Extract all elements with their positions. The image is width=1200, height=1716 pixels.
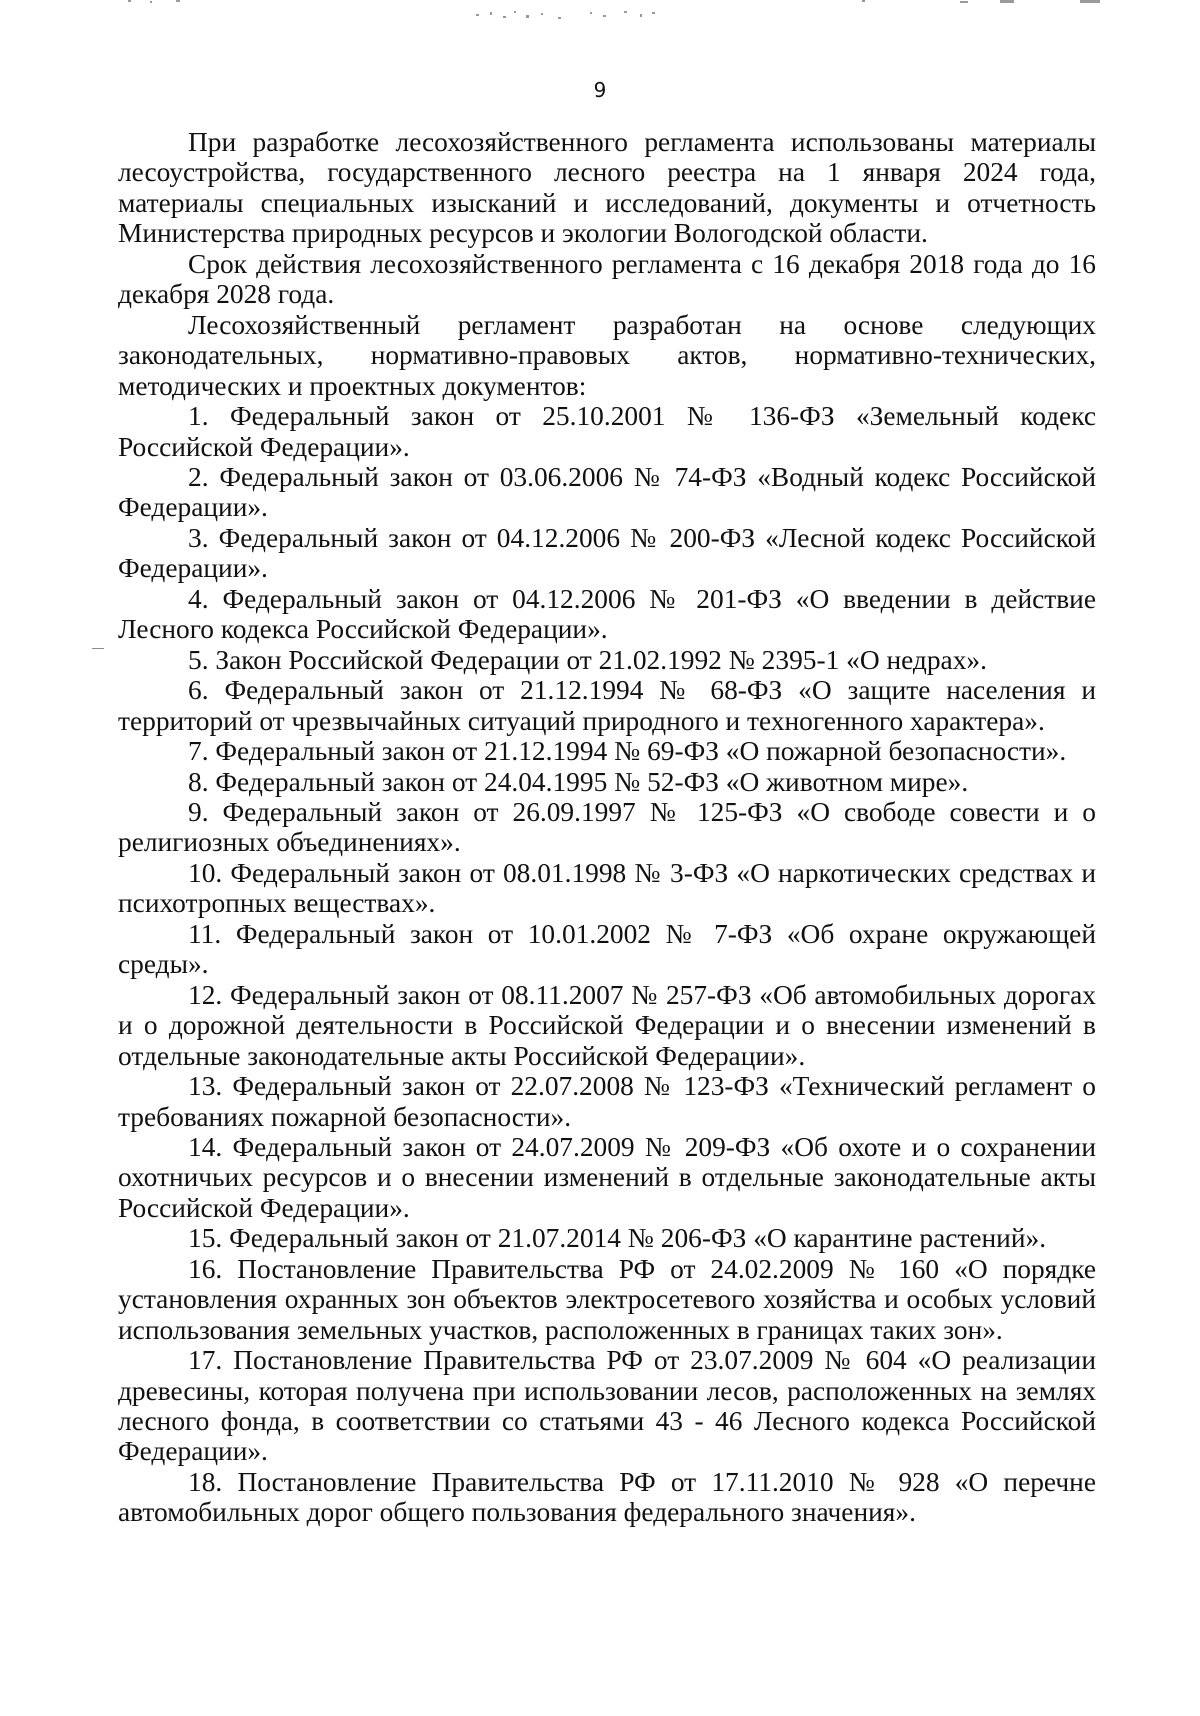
list-item-text: Федеральный закон от 26.09.1997 № 125-ФЗ «О свободе совести и о религиозных объединениях». bbox=[118, 796, 1096, 858]
intro-paragraph-materials: При разработке лесохозяйственного регламента использованы материалы лесоустройства, государственного лесного реестра на 1 января 2024 года, материалы специальных изысканий и исследований, документы и отчетность Министерства природных ресурсов и экологии Вологодской области. bbox=[118, 127, 1096, 249]
list-item-text: Федеральный закон от 10.01.2002 № 7-ФЗ «Об охране окружающей среды». bbox=[118, 918, 1096, 980]
list-item bbox=[118, 858, 1096, 919]
list-item-number: 17. bbox=[188, 1345, 223, 1376]
list-item-text: Постановление Правительства РФ от 17.11.2010 № 928 «О перечне автомобильных дорог общего пользования федерального значения». bbox=[118, 1466, 1096, 1528]
list-item bbox=[118, 980, 1096, 1071]
list-item bbox=[118, 767, 1096, 797]
list-item-text: Федеральный закон от 21.12.1994 № 68-ФЗ «О защите населения и территорий от чрезвычайных ситуаций природного и техногенного характера». bbox=[118, 675, 1096, 736]
list-item bbox=[118, 523, 1096, 584]
scan-noise-marks bbox=[0, 0, 1200, 40]
list-item-text: Федеральный закон от 21.07.2014 № 206-ФЗ «О карантине растений». bbox=[229, 1223, 1047, 1254]
list-item-number: 8. bbox=[188, 766, 209, 797]
list-item-number: 6. bbox=[188, 675, 209, 706]
list-item-text: Федеральный закон от 04.12.2006 № 201-ФЗ «О введении в действие Лесного кодекса Российской Федерации». bbox=[118, 583, 1096, 645]
intro-paragraph-term: Срок действия лесохозяйственного регламента с 16 декабря 2018 года до 16 декабря 2028 года. bbox=[118, 248, 1096, 310]
list-item bbox=[118, 1071, 1096, 1132]
document-body bbox=[118, 127, 1096, 1528]
list-item-text: Федеральный закон от 25.10.2001 № 136-ФЗ «Земельный кодекс Российской Федерации». bbox=[118, 401, 1096, 462]
list-item-text: Постановление Правительства РФ от 24.02.2009 № 160 «О порядке установления охранных зон объектов электросетевого хозяйства и особых условий использования земельных участков, расположенных в границах таких зон». bbox=[118, 1253, 1096, 1345]
list-item bbox=[118, 1223, 1096, 1253]
list-item-text: Федеральный закон от 24.04.1995 № 52-ФЗ «О животном мире». bbox=[215, 766, 969, 797]
list-item-number: 13. bbox=[188, 1071, 223, 1102]
margin-tick-mark bbox=[92, 648, 104, 649]
list-item-number: 3. bbox=[188, 522, 209, 553]
list-item-text: Федеральный закон от 08.01.1998 № 3-ФЗ «О наркотических средствах и психотропных веществах». bbox=[118, 857, 1096, 919]
list-item bbox=[118, 401, 1096, 462]
list-item-text: Закон Российской Федерации от 21.02.1992 № 2395-1 «О недрах». bbox=[215, 644, 987, 675]
list-item bbox=[118, 645, 1096, 675]
page-number: 9 bbox=[593, 78, 607, 102]
list-item-number: 10. bbox=[188, 857, 223, 888]
list-item-number: 1. bbox=[188, 401, 209, 432]
list-item-number: 4. bbox=[188, 583, 209, 614]
list-item bbox=[118, 1132, 1096, 1223]
list-item-number: 9. bbox=[188, 796, 209, 827]
list-item bbox=[118, 797, 1096, 858]
list-item-text: Постановление Правительства РФ от 23.07.2009 № 604 «О реализации древесины, которая получена при использовании лесов, расположенных на землях лесного фонда, в соответствии со статьями 43 - 46 Лесного кодекса Российской Федерации». bbox=[118, 1345, 1096, 1467]
list-item bbox=[118, 736, 1096, 766]
list-item-text: Федеральный закон от 08.11.2007 № 257-ФЗ «Об автомобильных дорогах и о дорожной деятельности в Российской Федерации и о внесении изменений в отдельные законодательные акты Российской Федерации». bbox=[118, 979, 1096, 1071]
list-item bbox=[118, 675, 1096, 736]
list-item bbox=[118, 584, 1096, 645]
list-item bbox=[118, 1345, 1096, 1467]
list-item-number: 12. bbox=[188, 979, 223, 1010]
list-item-text: Федеральный закон от 24.07.2009 № 209-ФЗ «Об охоте и о сохранении охотничьих ресурсов и о внесении изменений в отдельные законодательные акты Российской Федерации». bbox=[118, 1131, 1096, 1223]
list-item-number: 18. bbox=[188, 1466, 223, 1497]
list-item-number: 16. bbox=[188, 1253, 223, 1284]
list-item bbox=[118, 919, 1096, 980]
list-item bbox=[118, 1254, 1096, 1345]
list-item-number: 11. bbox=[188, 918, 222, 949]
list-item-text: Федеральный закон от 22.07.2008 № 123-ФЗ «Технический регламент о требованиях пожарной безопасности». bbox=[118, 1071, 1097, 1132]
list-item-text: Федеральный закон от 04.12.2006 № 200-ФЗ «Лесной кодекс Российской Федерации». bbox=[118, 522, 1096, 584]
list-item bbox=[118, 462, 1096, 523]
intro-paragraph-basis: Лесохозяйственный регламент разработан на основе следующих законодательных, нормативно-правовых актов, нормативно-технических, методических и проектных документов: bbox=[118, 309, 1096, 401]
list-item-text: Федеральный закон от 21.12.1994 № 69-ФЗ «О пожарной безопасности». bbox=[215, 736, 1067, 767]
list-item-number: 7. bbox=[188, 736, 209, 767]
list-item bbox=[118, 1467, 1096, 1528]
list-item-text: Федеральный закон от 03.06.2006 № 74-ФЗ «Водный кодекс Российской Федерации». bbox=[118, 461, 1096, 523]
list-item-number: 15. bbox=[188, 1223, 223, 1254]
list-item-number: 2. bbox=[188, 461, 209, 492]
list-item-number: 14. bbox=[188, 1131, 223, 1162]
list-item-number: 5. bbox=[188, 644, 209, 675]
